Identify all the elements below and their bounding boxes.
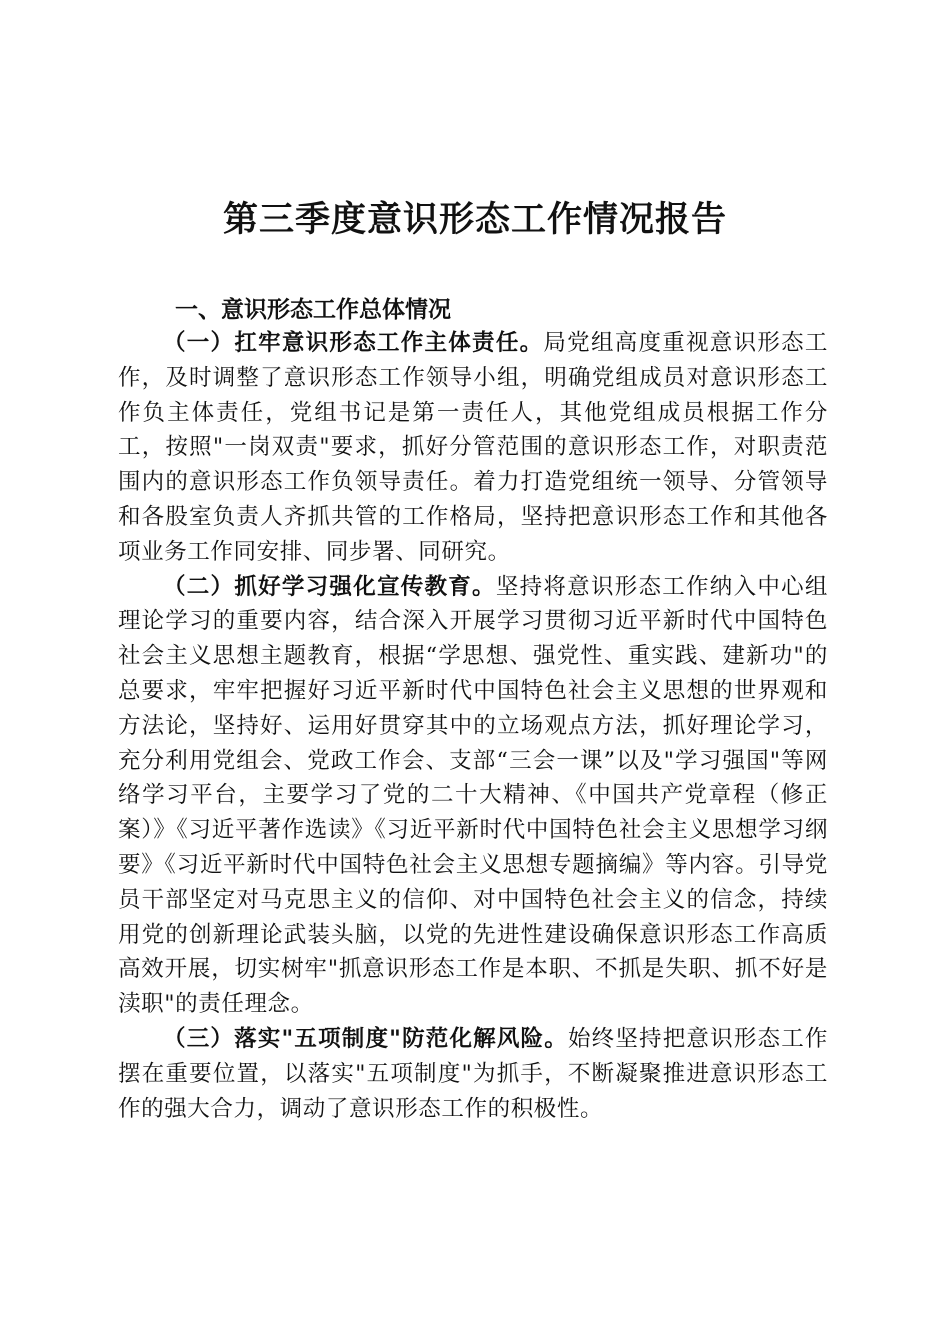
paragraph-2 (118, 570, 828, 1022)
paragraph-1 (118, 326, 828, 570)
paragraph-lead: （一）扛牢意识形态工作主体责任。 (163, 330, 544, 356)
paragraph-lead: （三）落实"五项制度"防范化解风险。 (163, 1025, 568, 1052)
document-title: 第三季度意识形态工作情况报告 (222, 199, 727, 240)
section-heading: 一、意识形态工作总体情况 (175, 297, 451, 323)
paragraph-text: 始终坚持把意识形态工作摆在重要位置，以落实"五项制度"为抓手，不断凝聚推进意识形态工作的强大合力，调动了意识形态工作的积极性。 (118, 1025, 828, 1122)
paragraph-text: 坚持将意识形态工作纳入中心组理论学习的重要内容，结合深入开展学习贯彻习近平新时代中国特色社会主义思想主题教育，根据“学思想、强党性、重实践、建新功"的总要求，牢牢把握好习近平新时代中国特色社会主义思想的世界观和方法论，坚持好、运用好贯穿其中的立场观点方法，抓好理论学习，充分利用党组会、党政工作会、支部“三会一课”以及"学习强国"等网络学习平台，主要学习了党的二十大精神、《中国共产党章程（修正案）》《习近平著作选读》《习近平新时代中国特色社会主义思想学习纲要》《习近平新时代中国特色社会主义思想专题摘编》等内容。引导党员干部坚定对马克思主义的信仰、对中国特色社会主义的信念，持续用党的创新理论武装头脑，以党的先进性建设确保意识形态工作高质高效开展，切实树牢"抓意识形态工作是本职、不抓是失职、抓不好是渎职"的责任理念。 (118, 573, 829, 1018)
paragraph-lead: （二）抓好学习强化宣传教育。 (163, 573, 496, 600)
document-body (118, 326, 828, 1126)
paragraph-3 (118, 1022, 828, 1126)
paragraph-text: 局党组高度重视意识形态工作，及时调整了意识形态工作领导小组，明确党组成员对意识形态工作负主体责任，党组书记是第一责任人，其他党组成员根据工作分工，按照"一岗双责"要求，抓好分管范围的意识形态工作，对职责范围内的意识形态工作负领导责任。着力打造党组统一领导、分管领导和各股室负责人齐抓共管的工作格局，坚持把意识形态工作和其他各项业务工作同安排、同步署、同研究。 (118, 330, 829, 565)
